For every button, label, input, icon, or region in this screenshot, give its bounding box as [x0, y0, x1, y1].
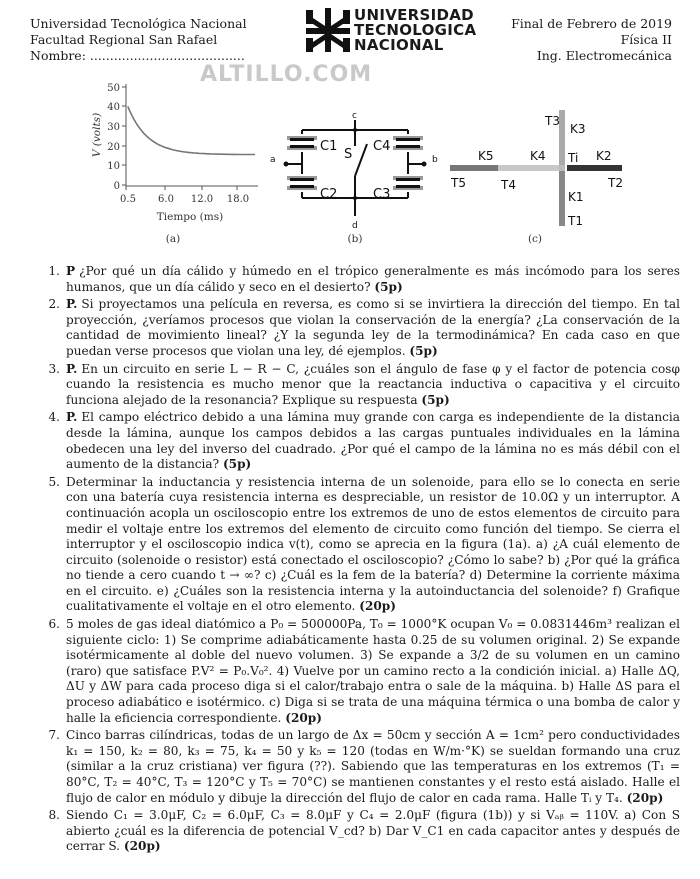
capacitor-c3 [392, 174, 424, 192]
label-t1: T1 [568, 214, 583, 228]
label-ti: Ti [568, 151, 579, 165]
label-s: S [344, 147, 353, 162]
ytick-10: 10 [107, 161, 120, 172]
label-c1: C1 [320, 139, 338, 154]
problem-3: 3. P. En un circuito en serie L − R − C, ¿cuáles son el ángulo de fase φ y el factor de potencia cosφ cuando la resistencia es mucho menor que la reactancia inductiva o capacitiva y el circuito funciona alejado de la resonancia? Explique su respuesta (5p) [48, 361, 680, 407]
subject: Física II [620, 32, 672, 47]
label-t2: T2 [608, 176, 623, 190]
header-left [30, 16, 247, 64]
problem-6: 6. 5 moles de gas ideal diatómico a P₀ = 500000Pa, T₀ = 1000°K ocupan V₀ = 0.0831446m³ realizan el siguiente ciclo: 1) Se comprime adiabáticamente hasta 0.25 de su volumen original. 2) Se expande isotérmicamente al doble del nuevo volumen. 3) Se expande a 3/2 de su volumen en un camino (raro) que satisface P.V² = P₀.V₀². 4) Vuelve por un camino recto a la condición inicial. a) Halle ΔQ, ΔU y ΔW para cada proceso diga si el calor/trabajo entra o sale de la máquina. b) Halle ΔS para el proceso adiabático e isotérmico. c) Diga si se trata de una máquina térmica o una bomba de calor y halle la eficiencia correspondiente. (20p) [48, 617, 680, 725]
label-c3: C3 [373, 187, 391, 202]
label-c4: C4 [373, 139, 391, 154]
problem-4: 4. P. El campo eléctrico debido a una lámina muy grande con carga es independiente de la distancia desde la lámina, aunque los campos debidos a las cargas puntuales individuales en la lámina obedecen una ley del inverso del cuadrado. ¿Por qué el campo de la lámina no es más débil con el aumento de la distancia? (5p) [48, 410, 680, 472]
exam-title: Final de Febrero de 2019 [511, 16, 672, 31]
capacitor-c2 [286, 174, 318, 192]
xtick-0.5: 0.5 [120, 194, 136, 205]
header-right [511, 16, 672, 64]
faculty-name: Facultad Regional San Rafael [30, 32, 218, 47]
figure-c-cross [450, 110, 622, 226]
name-field: Nombre: ....................................... [30, 48, 245, 63]
utn-emblem-icon [306, 8, 350, 52]
problem-2: 2. P. Si proyectamos una película en reversa, es como si se invirtiera la dirección del tiempo. En tal proyección, ¿veríamos procesos que violan la conservación de la energía? ¿La conservación de la cantidad de movimiento lineal? ¿Y la segunda ley de la termodinámica? En cada caso en que puedan verse procesos que violan una ley, dé ejemplos. (5p) [48, 297, 680, 358]
capacitor-c4 [392, 134, 424, 152]
label-k1: K1 [568, 190, 584, 204]
problem-7: 7. Cinco barras cilíndricas, todas de un largo de Δx = 50cm y sección A = 1cm² pero conductividades k₁ = 150, k₂ = 80, k₃ = 75, k₄ = 50 y k₅ = 120 (todas en W/m·°K) se sueldan formando una cruz (similar a la cruz cristiana) ver figura (??). Sabiendo que las temperaturas en los extremos (T₁ = 80°C, T₂ = 40°C, T₃ = 120°C y T₅ = 70°C) se mantienen constantes y el resto está aislado. Halle el flujo de calor en módulo y dibuje la dirección del flujo de calor en cada rama. Halle Tᵢ y T₄. (20p) [48, 728, 680, 805]
xtick-18: 18.0 [226, 194, 250, 205]
label-b: b [432, 155, 438, 165]
xtick-6: 6.0 [158, 194, 174, 205]
label-t5: T5 [451, 176, 466, 190]
label-k4: K4 [530, 149, 546, 163]
xtick-12: 12.0 [190, 194, 214, 205]
caption-c: (c) [527, 233, 543, 245]
logo-text: UNIVERSIDAD TECNOLOGICA NACIONAL [354, 6, 477, 54]
y-axis-label: V (volts) [91, 112, 103, 158]
label-k2: K2 [596, 149, 612, 163]
label-d: d [352, 221, 358, 231]
figures [0, 70, 700, 250]
university-name: Universidad Tecnológica Nacional [30, 16, 247, 31]
utn-logo [306, 8, 496, 58]
ytick-0: 0 [113, 181, 120, 192]
ytick-30: 30 [107, 122, 120, 133]
label-c: c [352, 111, 357, 121]
capacitor-c1 [286, 134, 318, 152]
label-t3: T3 [545, 114, 560, 128]
ytick-50: 50 [107, 83, 120, 94]
label-c2: C2 [320, 187, 338, 202]
career: Ing. Electromecánica [536, 48, 672, 63]
ytick-40: 40 [107, 102, 120, 113]
ytick-20: 20 [107, 142, 120, 153]
label-k5: K5 [478, 149, 494, 163]
figure-a-plot [91, 83, 258, 245]
problem-5: 5. Determinar la inductancia y resistencia interna de un solenoide, para ello se lo conecta en serie con una batería cuya resistencia interna es despreciable, un resistor de 10.0Ω y un interruptor. A continuación acopla un osciloscopio entre los extremos de uno de estos elementos de circuito para medir el voltaje entre los extremos del elemento de circuito como función del tiempo. Se cierra el interruptor y el osciloscopio indica v(t), como se aprecia en la figura (1a). a) ¿A cuál elemento de circuito (solenoide o resistor) está conectado el osciloscopio? ¿Cómo lo sabe? b) ¿Por qué la gráfica no tiende a cero cuando t → ∞? c) ¿Cuál es la fem de la batería? d) Determine la corriente máxima en el circuito. e) ¿Cuáles son la resistencia interna y la autoinductancia del solenoide? f) Grafique cualitativamente el voltaje en el otro elemento. (20p) [48, 474, 680, 614]
watermark: ALTILLO.COM [200, 62, 373, 87]
caption-a: (a) [165, 233, 181, 245]
decay-curve [128, 106, 255, 154]
problem-1: 1. P ¿Por qué un día cálido y húmedo en el trópico generalmente es más incómodo para los seres humanos, que un día cálido y seco en el desierto? (5p) [48, 264, 680, 294]
label-t4: T4 [501, 178, 516, 192]
problem-8: 8. Siendo C₁ = 3.0μF, C₂ = 6.0μF, C₃ = 8.0μF y C₄ = 2.0μF (figura (1b)) y si Vₐᵦ = 110V. a) Con S abierto ¿cuál es la diferencia de potencial V_cd? b) Dar V_C1 en cada capacitor antes y después de cerrar S. (20p) [48, 808, 680, 854]
label-k3: K3 [570, 122, 586, 136]
label-a: a [270, 155, 276, 165]
x-axis-label: Tiempo (ms) [156, 211, 224, 223]
caption-b: (b) [347, 233, 363, 245]
problem-list [28, 264, 680, 857]
